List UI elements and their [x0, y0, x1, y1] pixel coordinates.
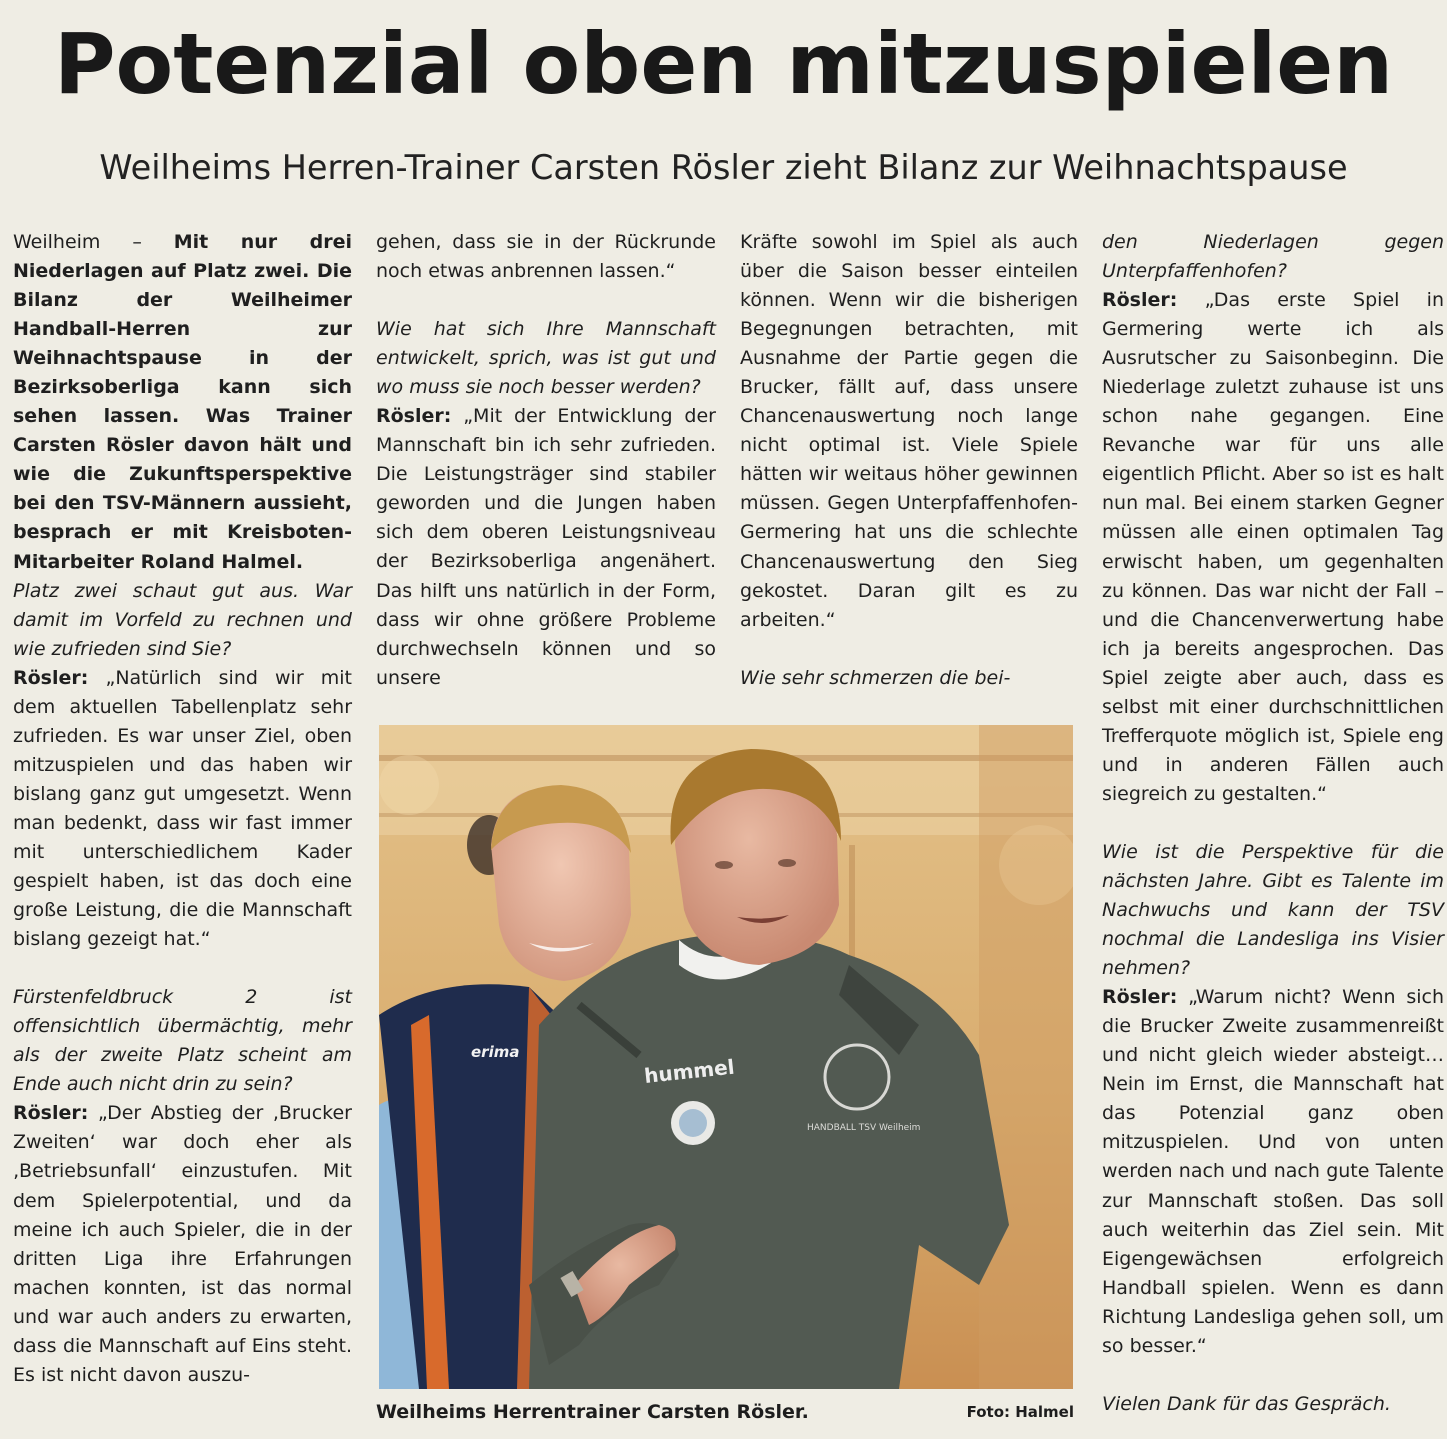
question-3: Wie hat sich Ihre Mannschaft entwickelt, sprich, was ist gut und wo muss sie noch besser werden? — [376, 318, 716, 399]
question-2: Fürstenfeldbruck 2 ist offensichtlich übermächtig, mehr als der zweite Platz scheint am Ende auch nicht drin zu sein? — [13, 986, 352, 1096]
article-photo — [379, 725, 1073, 1389]
answer-3-part-1: Rösler: „Mit der Entwicklung der Mannschaft bin ich sehr zufrieden. Die Leistungsträger sind stabiler geworden und die Jungen haben sich dem oberen Leistungsniveau der Bezirksoberliga angenähert. Das hilft uns natürlich in der Form, dass wir ohne größere Probleme durchwechseln können und so unsere — [376, 405, 716, 689]
article-headline: Potenzial oben mitzuspielen — [53, 15, 1394, 113]
question-4-part-1: Wie sehr schmerzen die bei- — [740, 666, 1011, 689]
question-4-part-2: den Niederlagen gegen Unterpfaffenhofen? — [1102, 231, 1444, 283]
lead-text: Mit nur drei Niederlagen auf Platz zwei. Die Bilanz der Weilheimer Handball-Herren zur Weihnachtspause in der Bezirksoberliga kann sich sehen lassen. Was Trainer Carsten Rösler davon hält und wie die Zukunftsperspektive bei den TSV-Männern aussieht, besprach er mit Kreisboten-Mitarbeiter Roland Halmel. — [13, 231, 352, 573]
answer-1: Rösler: „Natürlich sind wir mit dem aktuellen Tabellenplatz sehr zufrieden. Es war unser Ziel, oben mitzuspielen und das haben wir bislang ganz gut umgesetzt. Wenn man bedenkt, dass wir fast immer mit unterschiedlichem Kader gespielt haben, ist das doch eine große Leistung, die die Mannschaft bislang gezeigt hat.“ — [13, 666, 352, 951]
question-5: Wie ist die Perspektive für die nächsten Jahre. Gibt es Talente im Nachwuchs und kann der TSV nochmal die Landesliga ins Visier nehmen? — [1102, 840, 1444, 980]
answer-4: Rösler: „Das erste Spiel in Germering werte ich als Ausrutscher zu Saisonbeginn. Die Niederlage zuletzt zuhause ist uns schon nahe gegangen. Eine Revanche war für uns alle eigentlich Pflicht. Aber so ist es halt nun mal. Bei einem starken Gegner müssen alle einen optimalen Tag erwischt haben, um gegenhalten zu können. Das war nicht der Fall – und die Chancenverwertung habe ich ja bereits angesprochen. Das Spiel zeigte aber auch, dass es selbst mit einer durchschnittlichen Trefferquote möglich ist, Spiele eng und in anderen Fällen auch siegreich zu gestalten.“ — [1102, 289, 1444, 805]
article-column-1 — [13, 228, 352, 1428]
dateline: Weilheim – — [13, 231, 174, 253]
closing-line: Vielen Dank für das Gespräch. — [1102, 1392, 1391, 1415]
question-1: Platz zwei schaut gut aus. War damit im Vorfeld zu rechnen und wie zufrieden sind Sie? — [13, 579, 352, 660]
answer-2-part-2: gehen, dass sie in der Rückrunde noch etwas anbrennen lassen.“ — [376, 231, 716, 283]
article-column-3 — [740, 228, 1078, 698]
article-column-4 — [1102, 228, 1444, 1428]
coach-badge-text: HANDBALL TSV Weilheim — [807, 1123, 921, 1133]
article-column-2 — [376, 228, 716, 698]
answer-2-part-1: Rösler: „Der Abstieg der ‚Brucker Zweiten‘ war doch eher als ‚Betriebsunfall‘ einzustufen. Mit dem Spielerpotential, und da meine ich auch Spieler, die in der dritten Liga ihre Erfahrungen machen konnten, ist das normal und war auch anders zu erwarten, dass die Mannschaft auf Eins steht. Es ist nicht davon auszu- — [13, 1102, 352, 1386]
photo-illustration — [379, 725, 1073, 1389]
answer-3-part-2: Kräfte sowohl im Spiel als auch über die Saison besser einteilen können. Wenn wir die bisherigen Begegnungen betrachten, mit Ausnahme der Partie gegen die Brucker, fällt auf, dass unsere Chancenauswertung noch lange nicht optimal ist. Viele Spiele hätten wir weitaus höher gewinnen müssen. Gegen Unterpfaffenhofen-Germering hat uns die schlechte Chancenauswertung den Sieg gekostet. Daran gilt es zu arbeiten.“ — [740, 231, 1078, 631]
coach-shirt-brand: hummel — [643, 1054, 736, 1088]
intro-paragraph — [13, 228, 352, 577]
photo-caption: Weilheims Herrentrainer Carsten Rösler. — [376, 1401, 809, 1423]
answer-5: Rösler: „Warum nicht? Wenn sich die Brucker Zweite zusammenreißt und nicht gleich wieder absteigt… Nein im Ernst, die Mannschaft hat das Potenzial ganz oben mitzuspielen. Und von unten werden nach und nach gute Talente zur Mannschaft stoßen. Das soll auch weiterhin das Ziel sein. Mit Eigengewächsen erfolgreich Handball spielen. Wenn es dann Richtung Landesliga gehen soll, um so besser.“ — [1102, 986, 1444, 1357]
photo-credit: Foto: Halmel — [966, 1403, 1074, 1421]
article-subheadline: Weilheims Herren-Trainer Carsten Rösler zieht Bilanz zur Weihnachtspause — [99, 148, 1348, 187]
player-shirt-logo: erima — [471, 1043, 520, 1061]
